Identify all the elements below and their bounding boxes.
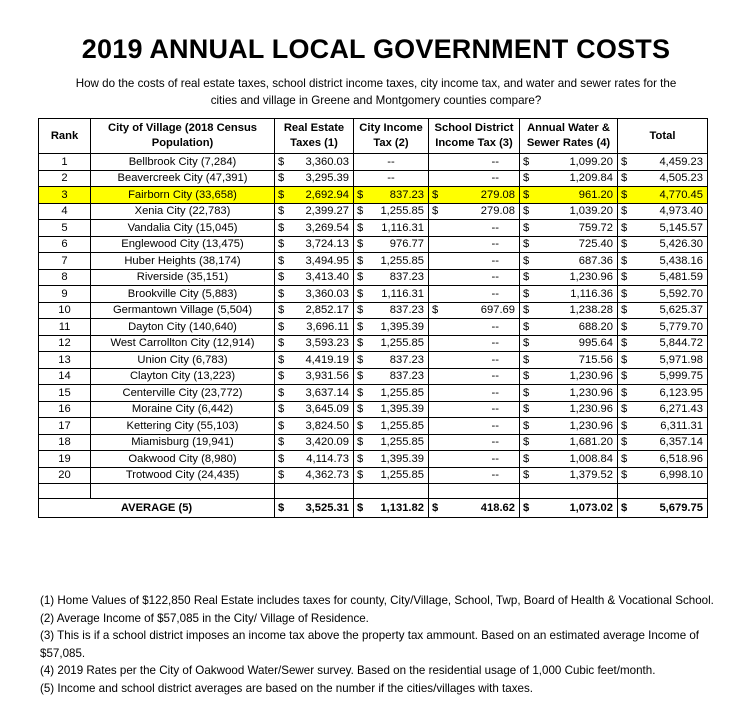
amount-value: 6,998.10 [659,469,703,482]
table-row [39,319,708,336]
amount-value: 3,360.03 [305,287,349,300]
amount-value: 3,525.31 [305,502,349,514]
currency-symbol: $ [357,254,364,267]
amount-value: 5,844.72 [659,337,703,350]
currency-symbol: $ [621,386,628,399]
table-row [39,220,708,237]
amount-value: 3,269.54 [305,221,349,234]
empty-value-dash: -- [491,353,499,366]
currency-symbol: $ [357,502,364,514]
amount-value: 1,395.39 [380,452,424,465]
rank-cell: 13 [39,352,91,369]
amount-value: 3,931.56 [305,370,349,383]
table-row [39,269,708,286]
city-cell: Dayton City (140,640) [91,319,275,336]
amount-value: 1,255.85 [380,205,424,218]
amount-value: 6,518.96 [659,452,703,465]
amount-value: 1,238.28 [569,304,613,317]
currency-symbol: $ [621,452,628,465]
amount-value: 2,852.17 [305,304,349,317]
amount-value: 5,481.59 [659,271,703,284]
amount-value: 1,073.02 [569,502,613,514]
amount-value: 3,637.14 [305,386,349,399]
amount-value: 725.40 [578,238,613,251]
currency-symbol: $ [432,188,439,201]
amount-value: 1,255.85 [380,254,424,267]
currency-symbol: $ [278,172,285,185]
amount-value: 6,357.14 [659,436,703,449]
empty-value-dash: -- [491,271,499,284]
currency-symbol: $ [357,419,364,432]
city-cell: West Carrollton City (12,914) [91,335,275,352]
table-row [39,286,708,303]
footnote-2: (2) Average Income of $57,085 in the City/ Village of Residence. [40,611,369,625]
amount-value: 1,255.85 [380,436,424,449]
currency-symbol: $ [278,436,285,449]
empty-value-dash: -- [491,469,499,482]
amount-value: 5,971.98 [659,353,703,366]
city-cell: Riverside (35,151) [91,269,275,286]
table-row [39,467,708,484]
currency-symbol: $ [278,320,285,333]
amount-value: 1,116.31 [381,221,424,234]
currency-symbol: $ [278,238,285,251]
currency-symbol: $ [357,221,364,234]
table-row [39,385,708,402]
rank-cell: 18 [39,434,91,451]
amount-value: 995.64 [578,337,613,350]
currency-symbol: $ [621,502,628,514]
table-row [39,187,708,204]
currency-symbol: $ [621,337,628,350]
city-cell: Germantown Village (5,504) [91,302,275,319]
city-cell: Union City (6,783) [91,352,275,369]
table-header-row [39,119,708,154]
amount-value: 3,824.50 [305,419,349,432]
amount-value: 1,255.85 [380,386,424,399]
currency-symbol: $ [278,386,285,399]
currency-symbol: $ [523,386,530,399]
amount-value: 3,696.11 [306,320,349,333]
amount-value: 1,379.52 [569,469,613,482]
amount-value: 837.23 [389,188,424,201]
amount-value: 1,039.20 [569,205,613,218]
currency-symbol: $ [432,205,439,218]
empty-value-dash: -- [491,287,499,300]
currency-symbol: $ [357,271,364,284]
amount-value: 759.72 [578,221,613,234]
table-row [39,154,708,171]
currency-symbol: $ [357,403,364,416]
amount-value: 4,459.23 [659,155,703,168]
amount-value: 5,625.37 [659,304,703,317]
currency-symbol: $ [621,287,628,300]
amount-value: 3,360.03 [305,155,349,168]
amount-value: 837.23 [389,353,424,366]
currency-symbol: $ [523,287,530,300]
amount-value: 1,099.20 [569,155,613,168]
amount-value: 697.69 [480,304,515,317]
rank-cell: 10 [39,302,91,319]
currency-symbol: $ [278,205,285,218]
currency-symbol: $ [278,337,285,350]
currency-symbol: $ [621,238,628,251]
header-water-sewer: Annual Water & Sewer Rates (4) [520,119,618,154]
currency-symbol: $ [357,320,364,333]
currency-symbol: $ [523,304,530,317]
currency-symbol: $ [523,353,530,366]
header-city: City of Village (2018 Census Population) [91,119,275,154]
amount-value: 1,395.39 [380,320,424,333]
currency-symbol: $ [523,337,530,350]
spacer-row [39,484,708,499]
currency-symbol: $ [278,469,285,482]
currency-symbol: $ [357,386,364,399]
amount-value: 1,230.96 [569,419,613,432]
amount-value: 5,426.30 [659,238,703,251]
currency-symbol: $ [621,205,628,218]
amount-value: 6,311.31 [660,419,703,432]
amount-value: 3,645.09 [305,403,349,416]
empty-value-dash: -- [491,254,499,267]
city-cell: Kettering City (55,103) [91,418,275,435]
amount-value: 1,116.31 [381,287,424,300]
rank-cell: 2 [39,170,91,187]
rank-cell: 6 [39,236,91,253]
amount-value: 5,438.16 [659,254,703,267]
amount-value: 837.23 [389,304,424,317]
amount-value: 3,494.95 [305,254,349,267]
empty-value-dash: -- [491,452,499,465]
footnote-4: (4) 2019 Rates per the City of Oakwood Water/Sewer survey. Based on the residential usage of 1,000 Cubic feet/month. [40,664,656,678]
amount-value: 4,505.23 [659,172,703,185]
currency-symbol: $ [357,188,364,201]
rank-cell: 15 [39,385,91,402]
currency-symbol: $ [357,370,364,383]
currency-symbol: $ [621,304,628,317]
amount-value: 2,399.27 [305,205,349,218]
city-cell: Huber Heights (38,174) [91,253,275,270]
currency-symbol: $ [621,403,628,416]
amount-value: 976.77 [389,238,424,251]
city-cell: Vandalia City (15,045) [91,220,275,237]
amount-value: 1,230.96 [569,403,613,416]
header-real-estate: Real Estate Taxes (1) [275,119,354,154]
amount-value: 4,770.45 [659,188,703,201]
currency-symbol: $ [523,436,530,449]
currency-symbol: $ [278,403,285,416]
amount-value: 6,123.95 [659,386,703,399]
currency-symbol: $ [523,370,530,383]
currency-symbol: $ [523,419,530,432]
amount-value: 3,295.39 [305,172,349,185]
currency-symbol: $ [278,188,285,201]
city-cell: Trotwood City (24,435) [91,467,275,484]
currency-symbol: $ [278,452,285,465]
currency-symbol: $ [432,304,439,317]
currency-symbol: $ [621,188,628,201]
currency-symbol: $ [278,271,285,284]
empty-value-dash: -- [491,436,499,449]
currency-symbol: $ [357,452,364,465]
currency-symbol: $ [523,155,530,168]
amount-value: 4,362.73 [305,469,349,482]
amount-value: 1,681.20 [569,436,613,449]
currency-symbol: $ [523,172,530,185]
currency-symbol: $ [278,370,285,383]
table-row [39,335,708,352]
table-row [39,170,708,187]
currency-symbol: $ [357,353,364,366]
table-row [39,253,708,270]
table-row [39,236,708,253]
currency-symbol: $ [523,320,530,333]
empty-value-dash: -- [491,172,499,185]
currency-symbol: $ [523,221,530,234]
amount-value: 5,999.75 [659,370,703,383]
amount-value: 3,593.23 [305,337,349,350]
currency-symbol: $ [357,304,364,317]
empty-value-dash: -- [491,320,499,333]
empty-value-dash: -- [387,155,395,168]
footnote-5: (5) Income and school district averages are based on the number if the cities/villages with taxes. [40,681,533,695]
currency-symbol: $ [357,287,364,300]
city-cell: Xenia City (22,783) [91,203,275,220]
amount-value: 1,008.84 [569,452,613,465]
currency-symbol: $ [523,502,530,514]
amount-value: 5,145.57 [659,221,703,234]
currency-symbol: $ [621,370,628,383]
currency-symbol: $ [523,205,530,218]
average-row [39,499,708,518]
amount-value: 4,114.73 [306,452,349,465]
footnotes [40,592,730,698]
currency-symbol: $ [523,271,530,284]
amount-value: 3,420.09 [305,436,349,449]
footnote-3: (3) This is if a school district imposes an income tax above the property tax ammount. Based on an estimated average Income of $57,085. [40,629,700,660]
currency-symbol: $ [523,238,530,251]
amount-value: 418.62 [480,502,515,514]
currency-symbol: $ [357,469,364,482]
table-row [39,451,708,468]
currency-symbol: $ [278,353,285,366]
empty-value-dash: -- [491,155,499,168]
currency-symbol: $ [523,452,530,465]
currency-symbol: $ [278,254,285,267]
currency-symbol: $ [523,188,530,201]
currency-symbol: $ [621,271,628,284]
rank-cell: 4 [39,203,91,220]
currency-symbol: $ [357,205,364,218]
city-cell: Clayton City (13,223) [91,368,275,385]
currency-symbol: $ [621,221,628,234]
currency-symbol: $ [621,155,628,168]
currency-symbol: $ [621,254,628,267]
currency-symbol: $ [621,353,628,366]
rank-cell: 19 [39,451,91,468]
currency-symbol: $ [621,172,628,185]
empty-value-dash: -- [491,419,499,432]
amount-value: 837.23 [389,370,424,383]
header-school-tax: School District Income Tax (3) [429,119,520,154]
table-row [39,418,708,435]
currency-symbol: $ [523,469,530,482]
page-subtitle: How do the costs of real estate taxes, school district income taxes, city income tax, and water and sewer rates for the cities and village in Greene and Montgomery counties compare? [75,77,677,107]
average-label: AVERAGE (5) [39,499,275,518]
currency-symbol: $ [278,419,285,432]
amount-value: 715.56 [578,353,613,366]
table-row [39,352,708,369]
currency-symbol: $ [621,419,628,432]
rank-cell: 17 [39,418,91,435]
city-cell: Centerville City (23,772) [91,385,275,402]
currency-symbol: $ [278,304,285,317]
amount-value: 1,230.96 [569,386,613,399]
currency-symbol: $ [357,337,364,350]
amount-value: 1,255.85 [380,469,424,482]
amount-value: 4,419.19 [305,353,349,366]
empty-value-dash: -- [491,386,499,399]
amount-value: 6,271.43 [659,403,703,416]
amount-value: 1,230.96 [569,370,613,383]
header-city-income: City Income Tax (2) [354,119,429,154]
amount-value: 279.08 [480,205,515,218]
city-cell: Bellbrook City (7,284) [91,154,275,171]
rank-cell: 8 [39,269,91,286]
rank-cell: 1 [39,154,91,171]
currency-symbol: $ [523,254,530,267]
header-total: Total [618,119,708,154]
rank-cell: 12 [39,335,91,352]
currency-symbol: $ [357,238,364,251]
amount-value: 1,131.82 [380,502,424,514]
city-cell: Beavercreek City (47,391) [91,170,275,187]
currency-symbol: $ [278,287,285,300]
amount-value: 1,116.36 [570,287,613,300]
city-cell: Brookville City (5,883) [91,286,275,303]
currency-symbol: $ [357,436,364,449]
amount-value: 961.20 [578,188,613,201]
cost-table [38,118,708,518]
rank-cell: 3 [39,187,91,204]
table-row [39,401,708,418]
city-cell: Fairborn City (33,658) [91,187,275,204]
amount-value: 688.20 [578,320,613,333]
currency-symbol: $ [621,320,628,333]
currency-symbol: $ [278,155,285,168]
amount-value: 687.36 [578,254,613,267]
header-rank: Rank [39,119,91,154]
amount-value: 3,413.40 [305,271,349,284]
footnote-1: (1) Home Values of $122,850 Real Estate includes taxes for county, City/Village, School, Twp, Board of Health & Vocational School. [40,594,714,607]
rank-cell: 11 [39,319,91,336]
empty-value-dash: -- [491,403,499,416]
empty-value-dash: -- [491,337,499,350]
currency-symbol: $ [278,221,285,234]
empty-value-dash: -- [491,238,499,251]
currency-symbol: $ [523,403,530,416]
table-row [39,203,708,220]
table-body [39,154,708,518]
amount-value: 1,255.85 [380,337,424,350]
table-row [39,434,708,451]
page-title: 2019 ANNUAL LOCAL GOVERNMENT COSTS [81,34,671,64]
empty-value-dash: -- [491,221,499,234]
currency-symbol: $ [278,502,285,514]
currency-symbol: $ [621,469,628,482]
rank-cell: 9 [39,286,91,303]
amount-value: 5,679.75 [659,502,703,514]
amount-value: 5,592.70 [659,287,703,300]
amount-value: 2,692.94 [305,188,349,201]
amount-value: 3,724.13 [305,238,349,251]
table-row [39,368,708,385]
currency-symbol: $ [621,436,628,449]
amount-value: 1,255.85 [380,419,424,432]
rank-cell: 16 [39,401,91,418]
rank-cell: 20 [39,467,91,484]
amount-value: 4,973.40 [659,205,703,218]
rank-cell: 5 [39,220,91,237]
rank-cell: 7 [39,253,91,270]
amount-value: 5,779.70 [659,320,703,333]
amount-value: 1,395.39 [380,403,424,416]
city-cell: Englewood City (13,475) [91,236,275,253]
amount-value: 1,230.96 [569,271,613,284]
currency-symbol: $ [432,502,439,514]
city-cell: Oakwood City (8,980) [91,451,275,468]
amount-value: 279.08 [480,188,515,201]
empty-value-dash: -- [491,370,499,383]
table-row [39,302,708,319]
amount-value: 837.23 [389,271,424,284]
city-cell: Moraine City (6,442) [91,401,275,418]
amount-value: 1,209.84 [569,172,613,185]
empty-value-dash: -- [387,172,395,185]
city-cell: Miamisburg (19,941) [91,434,275,451]
rank-cell: 14 [39,368,91,385]
